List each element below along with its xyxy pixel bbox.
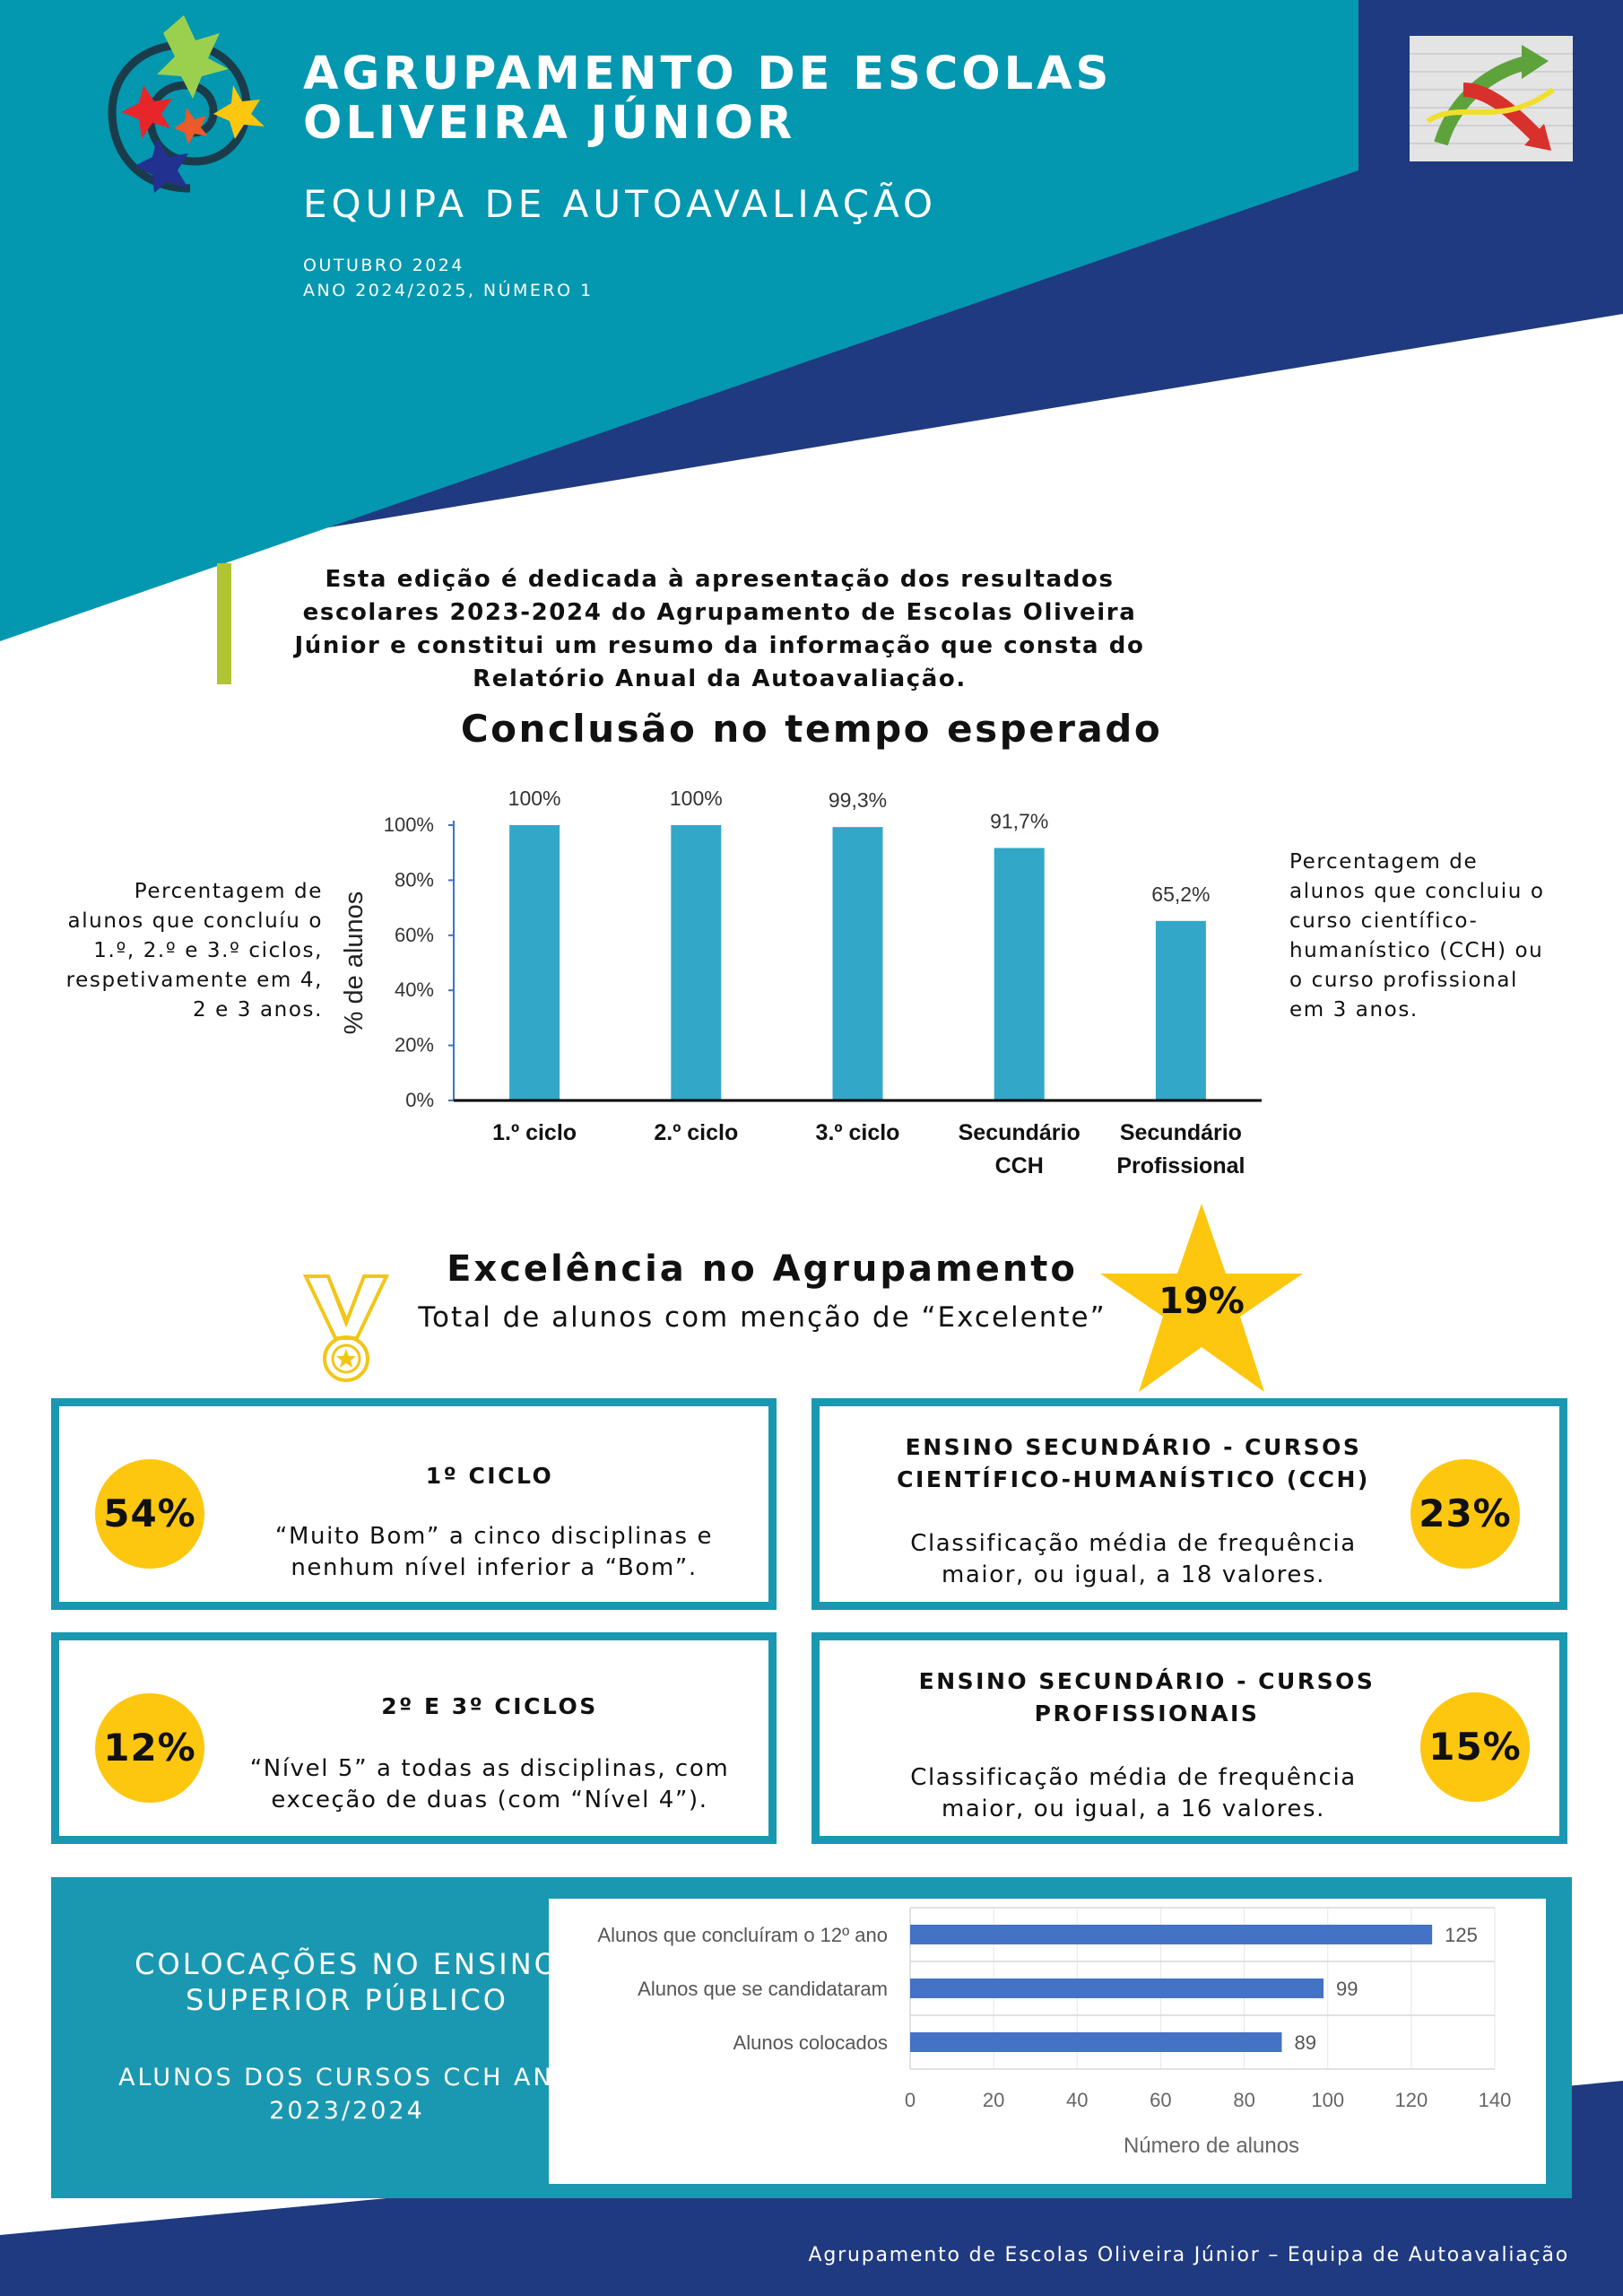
x-tick-label (816, 1120, 900, 1145)
x-tick-line: CCH (994, 1153, 1044, 1178)
y-tick-label: 0% (405, 1089, 434, 1111)
x-tick-line: 1.º ciclo (492, 1120, 577, 1145)
hbar-3 (910, 2032, 1281, 2052)
category-label: Alunos colocados (733, 2031, 888, 2054)
issue-info (303, 253, 594, 303)
x-tick-label: 80 (1233, 2089, 1255, 2111)
issue-number: ANO 2024/2025, NÚMERO 1 (303, 281, 594, 300)
self-evaluation-logo (1410, 36, 1573, 161)
school-name (303, 49, 1112, 148)
y-tick-label: 100% (383, 813, 434, 836)
placements-bar-chart (549, 1899, 1546, 2184)
hbar-1 (910, 1925, 1432, 1944)
hbar-2 (910, 1979, 1324, 1998)
y-tick-label: 20% (394, 1033, 434, 1057)
x-tick-line: Profissional (1116, 1153, 1245, 1178)
card-secundario-cch-title: ENSINO SECUNDÁRIO - CURSOS CIENTÍFICO-HUMANÍSTICO (CCH) (897, 1434, 1370, 1492)
intro-text: Esta edição é dedicada à apresentação dos resultados escolares 2023-2024 do Agrupamento de Escolas Oliveira Júnior e constitui um resumo da informação que consta do Relatório Anual da Autoavaliação. (294, 566, 1145, 692)
x-tick-label: 140 (1478, 2089, 1512, 2111)
y-tick-label: 40% (394, 978, 434, 1002)
team-subtitle: EQUIPA DE AUTOAVALIAÇÃO (303, 182, 938, 226)
issue-date: OUTUBRO 2024 (303, 256, 464, 275)
data-label: 91,7% (990, 809, 1049, 833)
x-axis-label: Número de alunos (1123, 2134, 1300, 2158)
x-tick-label (654, 1120, 738, 1145)
x-tick-line: 3.º ciclo (815, 1120, 900, 1145)
card-1-ciclo-title: 1º CICLO (425, 1463, 554, 1489)
data-label: 89 (1294, 2031, 1316, 2054)
bar-4 (994, 848, 1045, 1100)
x-tick-label: 0 (904, 2089, 916, 2111)
data-label: 100% (508, 787, 561, 810)
y-tick-label: 80% (394, 868, 434, 891)
x-tick-line: 2.º ciclo (654, 1120, 739, 1145)
bar-3 (833, 827, 883, 1100)
x-tick-label: 100 (1311, 2089, 1345, 2111)
card-secundario-profissional-value: 15% (1420, 1692, 1530, 1802)
x-tick-label (1116, 1120, 1245, 1178)
card-2-3-ciclos-title: 2º E 3º CICLOS (381, 1693, 598, 1719)
x-tick-label: 60 (1150, 2089, 1172, 2111)
card-secundario-profissional-title: ENSINO SECUNDÁRIO - CURSOS PROFISSIONAIS (918, 1668, 1376, 1726)
excellence-subtitle: Total de alunos com menção de “Excelente” (418, 1301, 1107, 1334)
category-label: Alunos que se candidataram (638, 1978, 888, 2000)
excellence-total: 19% (1159, 1281, 1245, 1322)
x-tick-label (959, 1120, 1081, 1178)
card-1-ciclo (51, 1398, 777, 1610)
card-2-3-ciclos (51, 1632, 777, 1844)
bar-1 (509, 825, 560, 1100)
excellence-title: Excelência no Agrupamento (447, 1248, 1078, 1290)
x-tick-label (492, 1120, 577, 1145)
x-tick-label: 20 (982, 2089, 1005, 2111)
card-2-3-ciclos-text: “Nível 5” a todas as disciplinas, com exceção de duas (com “Nível 4”). (249, 1755, 730, 1813)
data-label: 65,2% (1151, 882, 1211, 906)
card-secundario-cch-value: 23% (1410, 1459, 1520, 1569)
data-label: 100% (669, 787, 723, 810)
y-tick-label: 60% (394, 923, 434, 946)
bar-2 (671, 825, 721, 1100)
x-tick-line: Secundário (1119, 1120, 1242, 1145)
school-name-line2: OLIVEIRA JÚNIOR (303, 97, 796, 150)
conclusion-title: Conclusão no tempo esperado (460, 707, 1163, 751)
card-secundario-cch (812, 1398, 1567, 1610)
card-secundario-cch-text: Classificação média de frequência maior, ou igual, a 18 valores. (910, 1530, 1357, 1588)
footer-text: Agrupamento de Escolas Oliveira Júnior – Equipa de Autoavaliação (808, 2244, 1569, 2266)
school-name-line1: AGRUPAMENTO DE ESCOLAS (303, 48, 1113, 100)
bar-5 (1156, 921, 1206, 1100)
conclusion-left-note: Percentagem de alunos que concluíu o 1.º, 2.º e 3.º ciclos, respetivamente em 4, 2 e 3 anos. (65, 880, 323, 1022)
placements-subtitle: ALUNOS DOS CURSOS CCH ANO 2023/2024 (118, 2064, 576, 2125)
data-label: 99 (1336, 1978, 1358, 2000)
y-axis-label: % de alunos (340, 891, 369, 1035)
category-label: Alunos que concluíram o 12º ano (597, 1924, 888, 1946)
card-2-3-ciclos-value: 12% (95, 1693, 204, 1803)
card-1-ciclo-text: “Muito Bom” a cinco disciplinas e nenhum nível inferior a “Bom”. (274, 1523, 714, 1581)
card-secundario-profissional (812, 1632, 1567, 1844)
data-label: 99,3% (828, 788, 888, 813)
x-tick-line: Secundário (958, 1120, 1081, 1145)
data-label: 125 (1445, 1924, 1478, 1946)
card-secundario-profissional-text: Classificação média de frequência maior, ou igual, a 16 valores. (910, 1764, 1357, 1822)
school-logo (108, 13, 273, 193)
x-tick-label: 120 (1394, 2089, 1428, 2111)
intro-accent-bar (217, 563, 231, 684)
placements-title: COLOCAÇÕES NO ENSINO SUPERIOR PÚBLICO (135, 1947, 560, 2017)
conclusion-bar-chart (332, 771, 1282, 1193)
x-tick-label: 40 (1066, 2089, 1089, 2111)
card-1-ciclo-value: 54% (95, 1459, 204, 1569)
conclusion-right-note: Percentagem de alunos que concluiu o curso científico-humanístico (CCH) ou o curso profissional em 3 anos. (1289, 850, 1545, 1022)
